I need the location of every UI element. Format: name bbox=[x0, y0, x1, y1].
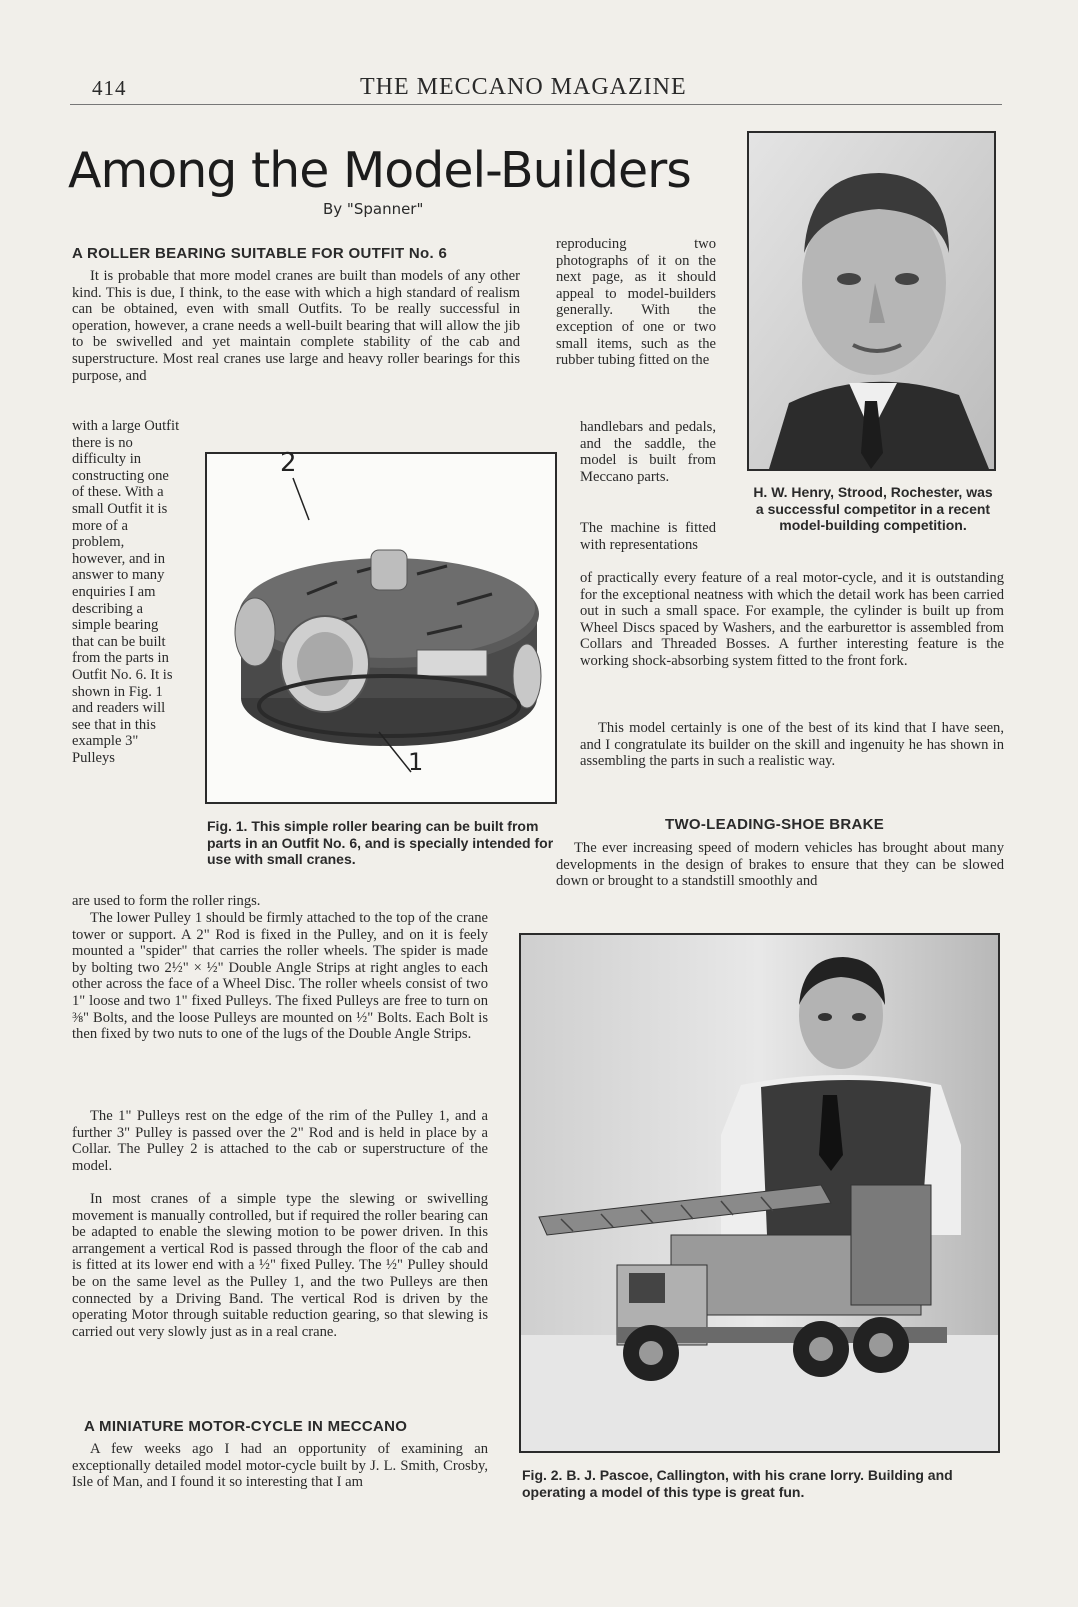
section-heading-brake: TWO-LEADING-SHOE BRAKE bbox=[665, 816, 885, 833]
figure-2-crane-lorry-photo bbox=[519, 933, 1000, 1453]
portrait-photo bbox=[747, 131, 996, 471]
roller-bearing-paragraph-3: The 1" Pulleys rest on the edge of the rim of the Pulley 1, and a further 3" Pulley is passed over the 2" Rod and is held in place by a Collar. The Pulley 2 is attached to the cab or superstructure of the model. bbox=[72, 1108, 488, 1174]
motor-cycle-paragraph-2-start: The machine is fitted with representations bbox=[580, 520, 716, 553]
roller-bearing-paragraph-2: The lower Pulley 1 should be firmly attached to the top of the crane tower or support. A 2" Rod is fixed in the Pulley, and on it is feely mounted a "spider" that carries the roller wheels. The spider is made by bolting two 2½" × ½" Double Angle Strips at right angles to each other across the face of a Wheel Disc. The roller wheels consist of two 1" loose and two 1" fixed Pulleys. The fixed Pulleys are free to turn on ⅜" Bolts, and the loose Pulleys are mounted on ½" Bolts. Each Bolt is then fixed by two nuts to one of the lugs of the Double Angle Strips. bbox=[72, 910, 488, 1043]
motor-cycle-paragraph-1: A few weeks ago I had an opportunity of examining an exceptionally detailed model motor-cycle built by J. L. Smith, Crosby, Isle of Man, and I found it so interesting that I am bbox=[72, 1441, 488, 1491]
portrait-drawing bbox=[749, 133, 994, 469]
portrait-caption: H. W. Henry, Strood, Rochester, was a successful competitor in a recent model-building competition. bbox=[753, 484, 993, 533]
magazine-title: THE MECCANO MAGAZINE bbox=[360, 74, 687, 100]
section-heading-motor-cycle: A MINIATURE MOTOR-CYCLE IN MECCANO bbox=[84, 1418, 408, 1435]
motor-cycle-paragraph-1-continued: reproducing two photographs of it on the next page, as it should appeal to model-builders generally. With the exception of one or two small items, such as the rubber tubing fitted on the bbox=[556, 236, 716, 369]
page-number: 414 bbox=[92, 76, 127, 100]
roller-bearing-paragraph-1: It is probable that more model cranes are built than models of any other kind. This is due, I think, to the ease with which a high standard of realism can be obtained, even with small Outfits. To be really successful in operation, however, a crane needs a well-built bearing that will allow the jib to be swivelled and yet maintain complete stability of the cab and superstructure. Most real cranes use large and heavy roller bearings for this purpose, and bbox=[72, 268, 520, 384]
article-title: Among the Model-Builders bbox=[68, 142, 691, 199]
figure-2-caption: Fig. 2. B. J. Pascoe, Callington, with his crane lorry. Building and operating a model of this type is great fun. bbox=[522, 1467, 953, 1500]
roller-bearing-paragraph-1-narrow: with a large Outfit there is no difficulty in constructing one of these. With a small Outfit it is more of a problem, however, and in answer to many enquiries I am describing a simple bearing that can be built from the parts in Outfit No. 6. It is shown in Fig. 1 and readers will see that in this example 3" Pulleys bbox=[72, 418, 180, 766]
brake-paragraph-1: The ever increasing speed of modern vehicles has brought about many developments in the design of brakes to ensure that they can be slowed down or brought to a standstill smoothly and bbox=[556, 840, 1004, 890]
figure-1-roller-bearing-image bbox=[205, 452, 557, 804]
figure-1-caption: Fig. 1. This simple roller bearing can be built from parts in an Outfit No. 6, and is specially intended for use with small cranes. bbox=[207, 818, 554, 867]
motor-cycle-paragraph-3: This model certainly is one of the best of its kind that I have seen, and I congratulate its builder on the skill and ingenuity he has shown in assembling the parts in such a realistic way. bbox=[580, 720, 1004, 770]
roller-bearing-paragraph-4: In most cranes of a simple type the slewing or swivelling movement is manually controlled, but if required the roller bearing can be adapted to enable the slewing motion to be power driven. In this arrangement a vertical Rod is passed through the floor of the cab and is fitted at its lower end with a ½" fixed Pulley. The ½" Pulley should be on the same level as the Pulley 1, and the two Pulleys are then connected by a Driving Band. The vertical Rod is driven by the operating Motor through suitable reduction gearing, so that slewing is carried out very slowly just as in a real crane. bbox=[72, 1191, 488, 1340]
motor-cycle-paragraph-2-end: of practically every feature of a real motor-cycle, and it is outstanding for the exceptional neatness with which the detail work has been carried out in such a small space. For example, the cylinder is built up from Wheel Discs spaced by Washers, and the earburettor is assembled from Collars and Threaded Bosses. A further interesting feature is the working shock-absorbing system fitted to the front fork. bbox=[580, 570, 1004, 669]
header-rule bbox=[70, 104, 1002, 105]
crane-lorry-drawing bbox=[521, 935, 998, 1451]
motor-cycle-paragraph-1-continued-2: handlebars and pedals, and the saddle, the model is built from Meccano parts. bbox=[580, 419, 716, 485]
figure-1-label-2: 2 bbox=[280, 448, 297, 478]
roller-bearing-drawing bbox=[207, 454, 555, 802]
byline: By "Spanner" bbox=[323, 200, 424, 218]
roller-bearing-paragraph-1-end: are used to form the roller rings. bbox=[72, 893, 261, 909]
section-heading-roller-bearing: A ROLLER BEARING SUITABLE FOR OUTFIT No. 6 bbox=[72, 245, 448, 262]
figure-1-label-1: 1 bbox=[408, 748, 424, 776]
